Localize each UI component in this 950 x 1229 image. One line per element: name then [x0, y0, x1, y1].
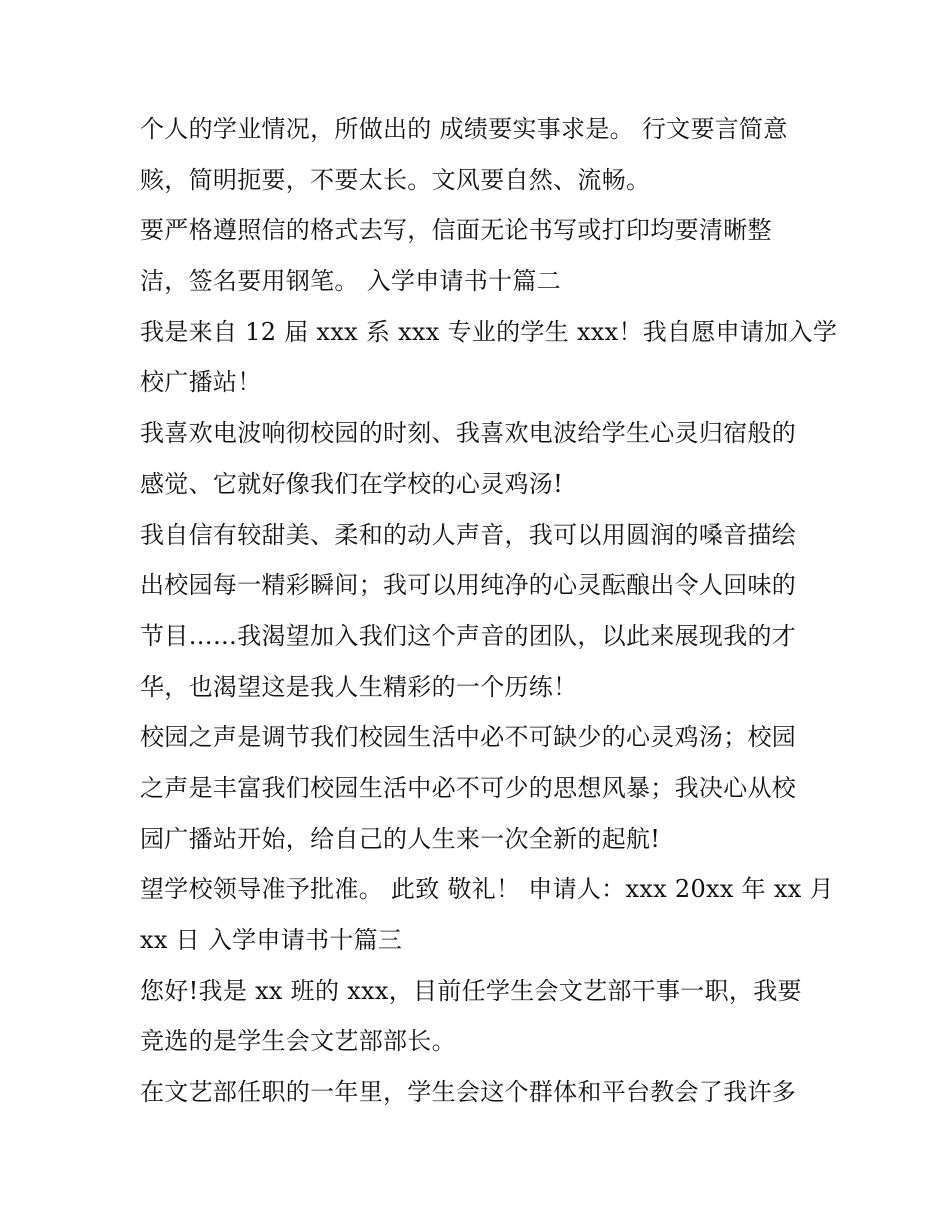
text-line: 赅，简明扼要，不要太长。文风要自然、流畅。 — [140, 165, 651, 194]
text-line: 望学校领导准予批准。 此致 敬礼！ 申请人：xxx 20xx 年 xx 月 — [140, 875, 834, 904]
text-line: 出校园每一精彩瞬间；我可以用纯净的心灵酝酿出令人回味的 — [140, 571, 797, 600]
text-line: 校广播站！ — [140, 368, 262, 397]
text-line: 个人的学业情况，所做出的 成绩要实事求是。 行文要言简意 — [140, 115, 788, 143]
text-line: 您好!我是 xx 班的 xxx，目前任学生会文艺部干事一职，我要 — [140, 976, 802, 1005]
document-body-text — [140, 104, 838, 1118]
text-line: 节目……我渴望加入我们这个声音的团队，以此来展现我的才 — [140, 621, 797, 650]
text-line: xx 日 入学申请书十篇三 — [140, 926, 403, 954]
text-line: 感觉、它就好像我们在学校的心灵鸡汤! — [140, 469, 564, 498]
text-line: 要严格遵照信的格式去写，信面无论书写或打印均要清晰整 — [140, 216, 772, 245]
text-line: 之声是丰富我们校园生活中必不可少的思想风暴；我决心从校 — [140, 773, 797, 802]
text-line: 竞选的是学生会文艺部部长。 — [140, 1027, 456, 1056]
text-line: 园广播站开始，给自己的人生来一次全新的起航! — [140, 824, 661, 853]
text-line: 我是来自 12 届 xxx 系 xxx 专业的学生 xxx！我自愿申请加入学 — [140, 317, 838, 346]
text-line: 我自信有较甜美、柔和的动人声音，我可以用圆润的嗓音描绘 — [140, 520, 797, 549]
text-line: 在文艺部任职的一年里，学生会这个群体和平台教会了我许多 — [140, 1078, 797, 1107]
text-line: 华，也渴望这是我人生精彩的一个历练！ — [140, 672, 578, 701]
text-line: 我喜欢电波响彻校园的时刻、我喜欢电波给学生心灵归宿般的 — [140, 419, 797, 448]
text-line: 校园之声是调节我们校园生活中必不可缺少的心灵鸡汤；校园 — [140, 723, 797, 752]
text-line: 洁，签名要用钢笔。 入学申请书十篇二 — [140, 267, 562, 296]
